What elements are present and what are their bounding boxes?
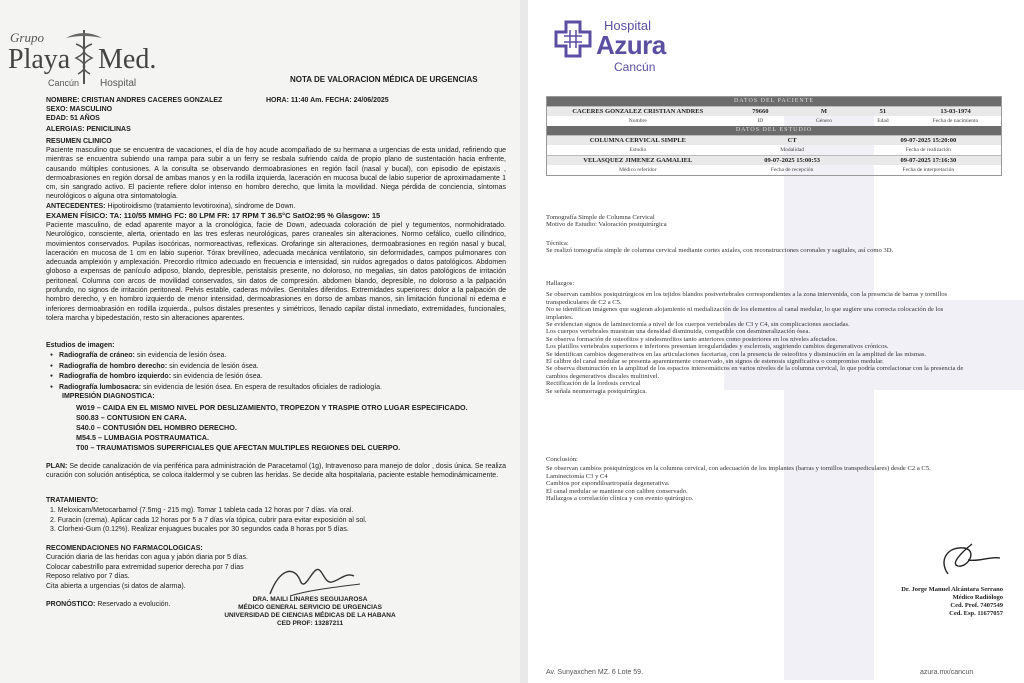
- radiologist-signature-block: [853, 586, 1003, 618]
- doctor-signature-block: [200, 582, 420, 628]
- list-item: Se señala neumorragia postquirúrgica.: [546, 387, 647, 395]
- list-item: Curación diaria de las heridas con agua y jabón diaria por 5 días.: [46, 554, 248, 561]
- visit-time-date: HORA: 11:40 Am. FECHA: 24/06/2025: [266, 97, 389, 104]
- clinical-summary: Paciente masculino que se encuentra de vacaciones, el día de hoy acude acompañado de su hermana a urgencias de esta unidad, refiriendo que mientras se encuentra subiendo una rampa para subir a un ferry se resbala sufriendo caída de propio plano de sustentación hacia enfrente, causando múltiples contusiones. A la consulta se observando dermoabrasiones en región facil (nasal y bucal), con episodio de epistaxis , dermoabrasiones en región dorsal de ambas manos y en la rodilla izquierda, laceración en mucosa bucal de labio superior de aproximadamente 1 cm, sin sangrado activo. El paciente refiere dolor intenso en hombro derecho, que limita la movilidad. Niega pérdida de conciencia, síntomas neurológicos o alguna otra sintomatología.: [46, 147, 506, 201]
- list-item: Cita abierta a urgencias (si datos de alarma).: [46, 582, 186, 590]
- azura-cross-icon: [552, 18, 594, 60]
- signature-line: Ced. Esp. 11677057: [949, 610, 1003, 617]
- list-item: 1. Meloxicam/Metocarbamol (7.5mg - 215 mg). Tomar 1 tableta cada 12 horas por 7 días. vía oral.: [50, 507, 354, 514]
- logo-cancun-text: Cancún: [48, 78, 80, 88]
- list-item: No se identifican imágenes que sugieran alojamiento ni medialización de los elementos al canal medular, lo que sugiere una correcta colocación de los implantes.: [546, 306, 944, 321]
- page-divider: [520, 0, 528, 683]
- patient-data-header: DATOS DEL PACIENTE: [547, 97, 1001, 106]
- signature-line: Ced. Prof. 7407549: [950, 602, 1003, 609]
- report-reason: Motivo de Estudio: Valoración postquirúrgica: [546, 221, 667, 229]
- diagnosis-list: [76, 403, 506, 453]
- findings-title: Hallazgos:: [546, 280, 575, 287]
- antecedents-text: Hipotiroidismo (tratamiento levotiroxina), síndrome de Down.: [105, 203, 296, 210]
- signature-line: MÉDICO GENERAL SERVICIO DE URGENCIAS: [238, 604, 382, 611]
- patient-allergies: ALERGIAS: PENICILINAS: [46, 126, 131, 133]
- list-item: ● Radiografía de hombro izquierdo: sin evidencia de lesión ósea.: [50, 372, 382, 383]
- list-item: Reposo relativo por 7 días.: [46, 573, 130, 580]
- technique-text: Se realizó tomografía simple de columna cervical mediante cortes axiales, con reconstrucciones coronales y sagitales, así como 3D.: [546, 247, 894, 255]
- list-item: ● Radiografía lumbosacra: sin evidencia de lesión ósea. En espera de resultados oficiales de radiología.: [50, 383, 382, 394]
- prognosis: [46, 600, 171, 609]
- findings-section: [546, 280, 970, 395]
- antecedents-label: ANTECEDENTES:: [46, 203, 106, 210]
- list-item: Laminectomía C3 y C4: [546, 472, 608, 480]
- table-row: CACERES GONZALEZ CRISTIAN ANDRES 79660 M 51 13-03-1974: [547, 106, 1001, 116]
- conclusion-section: [546, 456, 970, 502]
- list-item: T00 – TRAUMATISMOS SUPERFICIALES QUE AFECTAN MULTIPLES REGIONES DEL CUERPO.: [76, 443, 401, 452]
- signature-line: Dr. Jorge Manuel Alcántara Serrano: [901, 586, 1003, 593]
- table-row: Médico referidor Fecha de recepción Fecha de interpretación: [619, 167, 955, 173]
- list-item: ● Radiografía de hombro derecho: sin evidencia de lesión ósea.: [50, 362, 382, 373]
- logo-azura-text: Azura: [596, 30, 666, 60]
- playa-med-logo: [8, 26, 178, 92]
- prognosis-text: Reservado a evolución.: [95, 601, 171, 608]
- table-row: COLUMNA CERVICAL SIMPLE CT 09-07-2025 15:20:00: [547, 135, 1001, 145]
- prognosis-label: PRONÓSTICO:: [46, 601, 96, 608]
- diagnosis-title: IMPRESIÓN DIAGNOSTICA:: [62, 393, 155, 400]
- treatment-title: TRATAMIENTO:: [46, 497, 99, 504]
- table-row: VELASQUEZ JIMENEZ GAMALIEL 09-07-2025 15:00:53 09-07-2025 17:16:30: [547, 155, 1001, 165]
- list-item: Se identifican cambios degenerativos en las articulaciones facetarias, con la presencia de osteofitos y disminución en la amplitud de las mismas.: [546, 350, 927, 358]
- technique-title: Técnica:: [546, 240, 569, 247]
- list-item: Se observan cambios postquirúrgicos en la columna cervical, con adecuación de los implantes (barras y tornillos transpediculares) desde C2 a C5.: [546, 465, 931, 473]
- plan-label: PLAN:: [46, 463, 68, 470]
- radiology-report-document: [528, 0, 1024, 683]
- technique-section: [546, 240, 970, 255]
- report-study-title: Tomografía Simple de Columna Cervical: [546, 214, 655, 221]
- list-item: Se observa formación de osteofitos y sindesmofitos tanto anteriores como posteriores en los niveles afectados.: [546, 335, 837, 343]
- clinical-summary-title: RESUMEN CLINICO: [46, 138, 112, 145]
- patient-study-table: [546, 96, 1002, 176]
- physical-exam-vitals: EXAMEN FÍSICO: TA: 110/55 MMHG FC: 80 LPM FR: 17 RPM T 36.5°C SatO2:95 % Glasgow: 15: [46, 211, 381, 220]
- logo-med-text: Med.: [98, 44, 157, 75]
- list-item: Los cuerpos vertebrales muestran una densidad disminuida, compatible con desmineralización ósea.: [546, 328, 811, 336]
- signature-line: DRA. MAILI LINARES SEGUIJAROSA: [252, 596, 368, 603]
- recommendations-title: RECOMENDACIONES NO FARMACOLOGICAS:: [46, 545, 203, 552]
- list-item: S00.83 – CONTUSION EN CARA.: [76, 413, 187, 422]
- report-intro: [546, 214, 970, 229]
- plan-text: Se decide canalización de vía periférica para administración de Paracetamol (1g), Intravenoso para manejo de dolor , dosis única. Se realiza curación con solución antiséptica, se coloca italdermol y se cubren las heridas. Se decide alta hospitalaria, paciente estable hemodinámicamente.: [46, 463, 506, 480]
- signature-line: Médico Radiólogo: [952, 594, 1003, 601]
- list-item: 2. Furacin (crema). Aplicar cada 12 horas por 5 a 7 días vía tópica, cubrir para evitar exposición al sol.: [50, 516, 367, 524]
- physical-exam: Paciente masculino, de edad aparente mayor a la cronológica, facie de Down, adecuada coloración de piel y tegumentos, normohidratado. Neurológico, consciente, alerta, orientado en las tres esferas neurológicas, pares craneales sin alteraciones. Normo cefálico, cuello cilíndrico, movimientos conservados. Pupilas isocóricas, normoreactivas, reflexicas. Orofaringe sin alteraciones, dermoabrasiones en región nasal y bucal, laceración en mucosa de 1 cm en labio superior. Tórax brevilíneo, adecuada mecánica ventilatorio, sin deformidades, campos pulmonares con adecuada amplexión y amplexación. Precordio rítmico adecuado en frecuencia e intensidad, sin ruidos agregados o datos patológicos. Abdomen globoso a expensas de panículo adiposo, blando, depresible, peristalsis presente, no doloroso, no megalias, sin datos patológicos de irritación peritoneal. Columna con arcos de movilidad conservados, sin datos de compresión. abdomen blando, depresible, no doloroso a la palpación profundo, no signos de irritación peritoneal. Pelvis estable, caderas móviles. Genitales diferidos. Extremidades superiores: dolor a la palpación de hombro derecho, y en hombro izquierdo de menor intensidad, dermoabrasiones en dorso de ambas manos, sin limitación funcional ni edema e inferiores dermoabrasión en rodilla izquierda., pulsos distales presentes y simétricos, llenado capilar distal inmediato, extremidades, funcionales, tolera marcha y bipedestación, resto sin alteraciones aparentes.: [46, 222, 506, 322]
- list-item: Se observan cambios postquirúrgicos en los tejidos blandos postvertebrales correspondientes a la zona intervenida, con la presencia de barras y tornillos transpediculares de C2 a C5.: [546, 291, 948, 306]
- list-item: El canal medular se mantiene con calibre conservado.: [546, 487, 688, 495]
- signature-line: UNIVERSIDAD DE CIENCIAS MÉDICAS DE LA HABANA: [224, 612, 396, 619]
- logo-grupo-text: Grupo: [10, 30, 44, 45]
- list-item: S40.0 – CONTUSIÓN DEL HOMBRO DERECHO.: [76, 423, 237, 432]
- list-item: Se evidencian signos de laminectomía a nivel de los cuerpos vertebrales de C3 y C4, sin complicaciones asociadas.: [546, 321, 850, 329]
- patient-age: EDAD: 51 AÑOS: [46, 115, 100, 122]
- treatment-list: [50, 506, 367, 535]
- list-item: Hallazgos a correlación clínica y con evento quirúrgico.: [546, 495, 694, 503]
- note-title: NOTA DE VALORACION MÉDICA DE URGENCIAS: [290, 75, 478, 84]
- patient-name: NOMBRE: CRISTIAN ANDRES CACERES GONZALEZ: [46, 97, 223, 104]
- list-item: El calibre del canal medular se presenta aparentemente conservado, sin signos de estenosis significativa o compromiso medular.: [546, 358, 884, 366]
- logo-cancun-text: Cancún: [614, 60, 656, 74]
- list-item: M54.5 – LUMBAGIA POSTRAUMATICA.: [76, 433, 209, 442]
- study-data-header: DATOS DEL ESTUDIO: [547, 126, 1001, 135]
- patient-sex: SEXO: MASCULINO: [46, 106, 113, 113]
- imaging-studies-list: [50, 351, 382, 393]
- table-row: Estudio Modalidad Fecha de realización: [629, 147, 951, 153]
- logo-hospital-text: Hospital: [100, 78, 137, 89]
- list-item: Cambios por espondiloartropatía degenerativa.: [546, 480, 670, 488]
- antecedents: [46, 202, 506, 211]
- list-item: 3. Clorhexi-Gum (0.12%). Realizar enjuagues bucales por 30 segundos cada 8 horas por 5 días.: [50, 526, 349, 533]
- logo-playa-text: Playa: [8, 44, 71, 75]
- list-item: Los platillos vertebrales superiores e inferiores presentan irregularidades y esclerosis, sugiriendo cambios degenerativos crónicos.: [546, 343, 889, 351]
- imaging-studies-title: Estudios de imagen:: [46, 342, 115, 349]
- plan: [46, 462, 506, 481]
- footer-website: azura.mx/cancun: [920, 669, 974, 676]
- conclusion-title: Conclusión:: [546, 456, 578, 463]
- list-item: Rectificación de la lordosis cervical: [546, 380, 641, 388]
- hospital-azura-logo: [552, 18, 666, 74]
- list-item: Colocar cabestrillo para extremidad superior derecha por 7 días: [46, 563, 244, 571]
- signature-line: CED PROF: 13287211: [276, 620, 344, 627]
- list-item: ● Radiografía de cráneo: sin evidencia de lesión ósea.: [50, 351, 382, 362]
- list-item: Se observa disminución en la amplitud de los espacios intersomáticos en varios niveles de la columna cervical, lo que podría correlacionar con la presencia de cambios degenerativos discales multinivel.: [546, 365, 964, 380]
- list-item: W019 – CAIDA EN EL MISMO NIVEL POR DESLIZAMIENTO, TROPEZON Y TRASPIE OTRO LUGAR ESPECIFICADO.: [76, 403, 468, 412]
- footer-address: Av. Sunyaxchen MZ. 6 Lote 59.: [546, 669, 644, 676]
- handwritten-signature: [928, 540, 1008, 580]
- handwritten-signature: [250, 564, 370, 598]
- table-row: Nombre ID Género Edad Fecha de nacimiento: [628, 118, 979, 124]
- logo-hospital-text: Hospital: [604, 18, 651, 33]
